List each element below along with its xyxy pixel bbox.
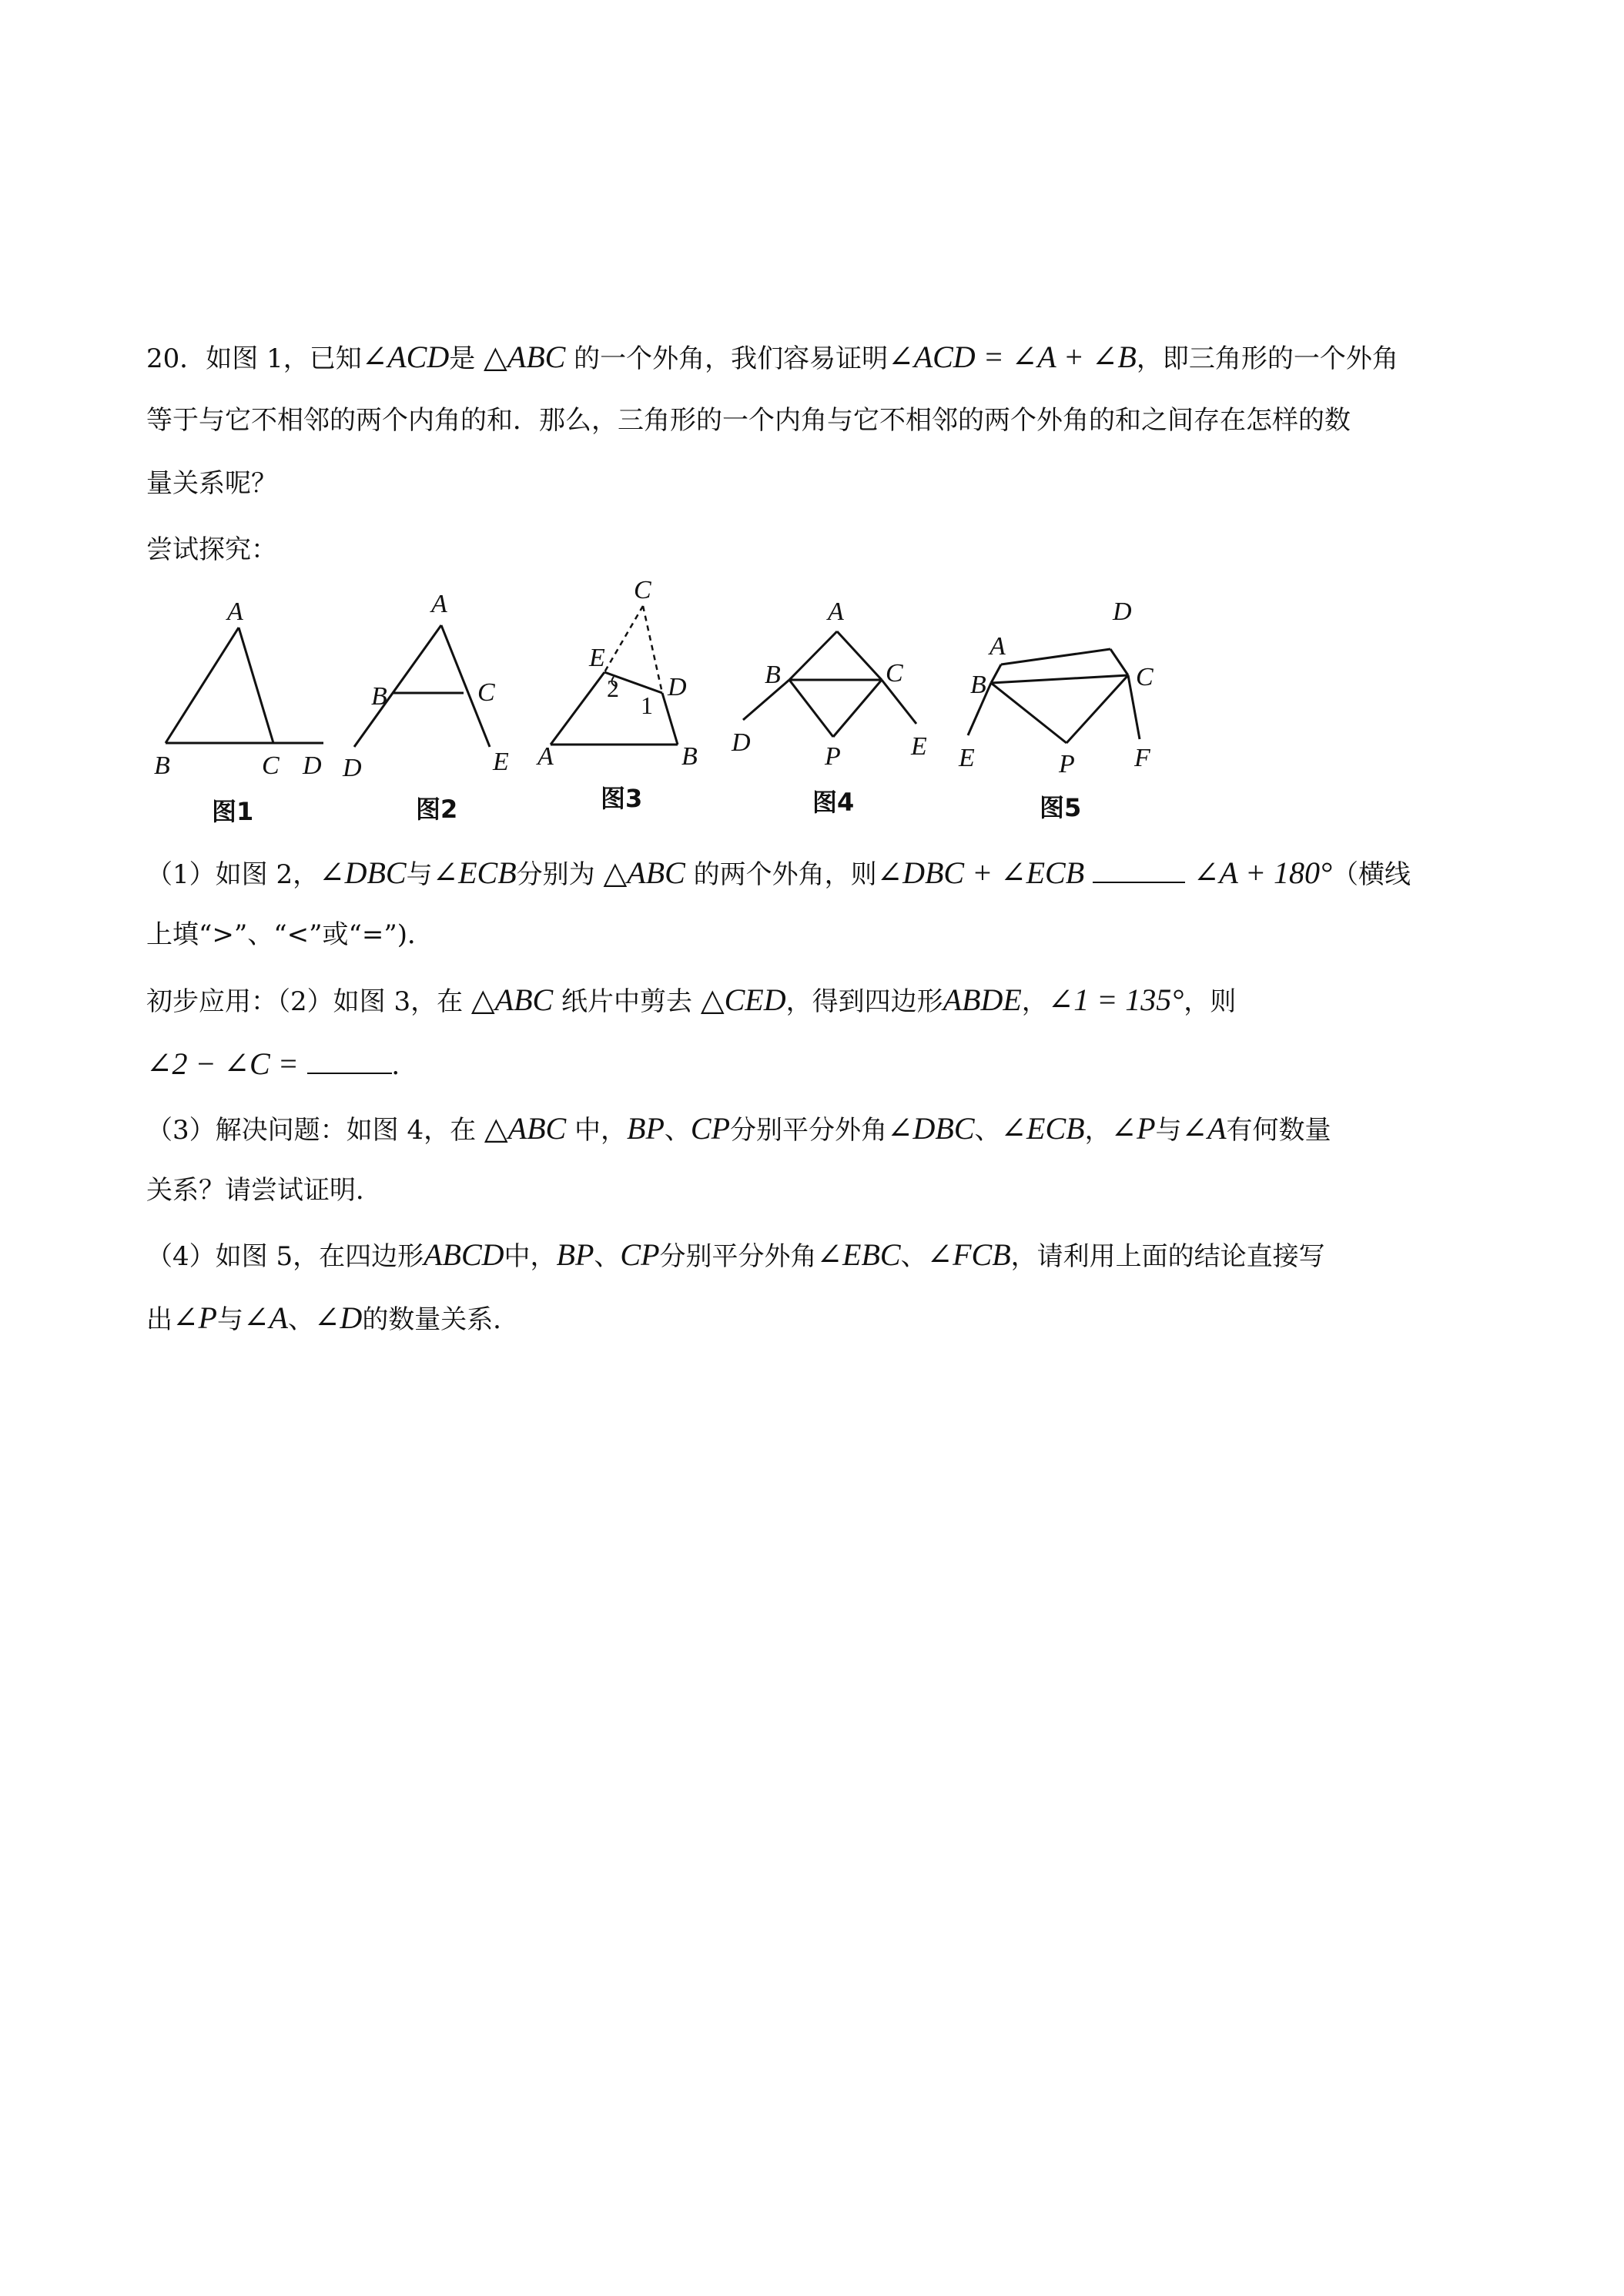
- question-3-line-2: 关系？请尝试证明．: [146, 1175, 382, 1206]
- fig5-label-f: F: [1134, 744, 1150, 772]
- fig5-label-d: D: [1113, 597, 1132, 626]
- fig2-label-d: D: [343, 754, 362, 782]
- fig4-label-a: A: [828, 597, 844, 626]
- fig5-label-b: B: [970, 671, 986, 699]
- question-1-line-1: （1）如图 2，∠DBC与∠ECB分别为 △ABC 的两个外角，则∠DBC + ∠ECB ∠A + 180°（横线: [146, 855, 1411, 890]
- fig3-caption: 图3: [601, 784, 643, 813]
- problem-intro-line-2: 等于与它不相邻的两个内角的和．那么，三角形的一个内角与它不相邻的两个外角的和之间存在怎样的数: [146, 405, 1351, 436]
- problem-intro-line-3: 量关系呢？: [146, 468, 277, 499]
- figure-5: [959, 585, 1190, 827]
- fig2-label-b: B: [371, 682, 387, 711]
- figure-2: [339, 585, 539, 827]
- fig5-label-c: C: [1136, 663, 1154, 691]
- fig4-label-p: P: [825, 742, 841, 771]
- fig4-label-b: B: [765, 661, 781, 689]
- fig5-label-e: E: [959, 744, 975, 772]
- question-1-answer-blank[interactable]: [1093, 855, 1185, 883]
- fig2-label-e: E: [493, 748, 509, 776]
- fig5-label-a: A: [989, 632, 1006, 661]
- fig4-label-d: D: [732, 728, 751, 757]
- question-2-answer-blank[interactable]: [307, 1046, 392, 1074]
- fig1-caption: 图1: [212, 797, 254, 826]
- fig2-label-c: C: [477, 678, 495, 707]
- question-4-line-2: 出∠P与∠A、∠D的数量关系．: [146, 1300, 520, 1335]
- fig2-caption: 图2: [416, 795, 458, 824]
- fig3-label-c: C: [634, 576, 651, 604]
- try-heading: 尝试探究：: [146, 534, 277, 565]
- fig4-caption: 图4: [812, 788, 855, 817]
- fig2-label-a: A: [431, 590, 447, 618]
- fig3-angle-2: 2: [607, 674, 619, 702]
- fig1-label-d: D: [303, 751, 322, 780]
- question-3-line-1: （3）解决问题：如图 4，在 △ABC 中，BP、CP分别平分外角∠DBC、∠ECB，∠P与∠A有何数量: [146, 1111, 1331, 1146]
- question-2-line-2: ∠2 − ∠C = ．: [146, 1046, 418, 1081]
- fig5-label-p: P: [1059, 750, 1075, 778]
- figure-3: [535, 576, 735, 823]
- fig1-label-b: B: [154, 751, 170, 780]
- fig3-angle-1: 1: [641, 691, 653, 719]
- fig3-label-b: B: [681, 742, 698, 771]
- figure-4: [728, 589, 943, 831]
- fig1-label-a: A: [227, 597, 243, 626]
- problem-intro-line-1: 20．如图 1，已知∠ACD是 △ABC 的一个外角，我们容易证明∠ACD = ∠A + ∠B，即三角形的一个外角: [146, 340, 1398, 374]
- figure-1: [150, 597, 335, 831]
- fig1-label-c: C: [262, 751, 280, 780]
- fig3-label-a: A: [537, 742, 554, 771]
- fig4-label-c: C: [886, 659, 903, 688]
- fig3-label-e: E: [589, 644, 605, 672]
- problem-number: 20．: [146, 343, 206, 374]
- question-4-line-1: （4）如图 5，在四边形ABCD中，BP、CP分别平分外角∠EBC、∠FCB，请利用上面的结论直接写: [146, 1237, 1325, 1272]
- fig3-label-d: D: [668, 673, 687, 701]
- fig5-caption: 图5: [1040, 793, 1082, 822]
- question-1-line-2: 上填“>”、“<”或“=”)．: [146, 919, 434, 950]
- question-2-line-1: 初步应用：（2）如图 3，在 △ABC 纸片中剪去 △CED，得到四边形ABDE，∠1 = 135°，则: [146, 982, 1237, 1017]
- fig4-label-e: E: [911, 732, 927, 761]
